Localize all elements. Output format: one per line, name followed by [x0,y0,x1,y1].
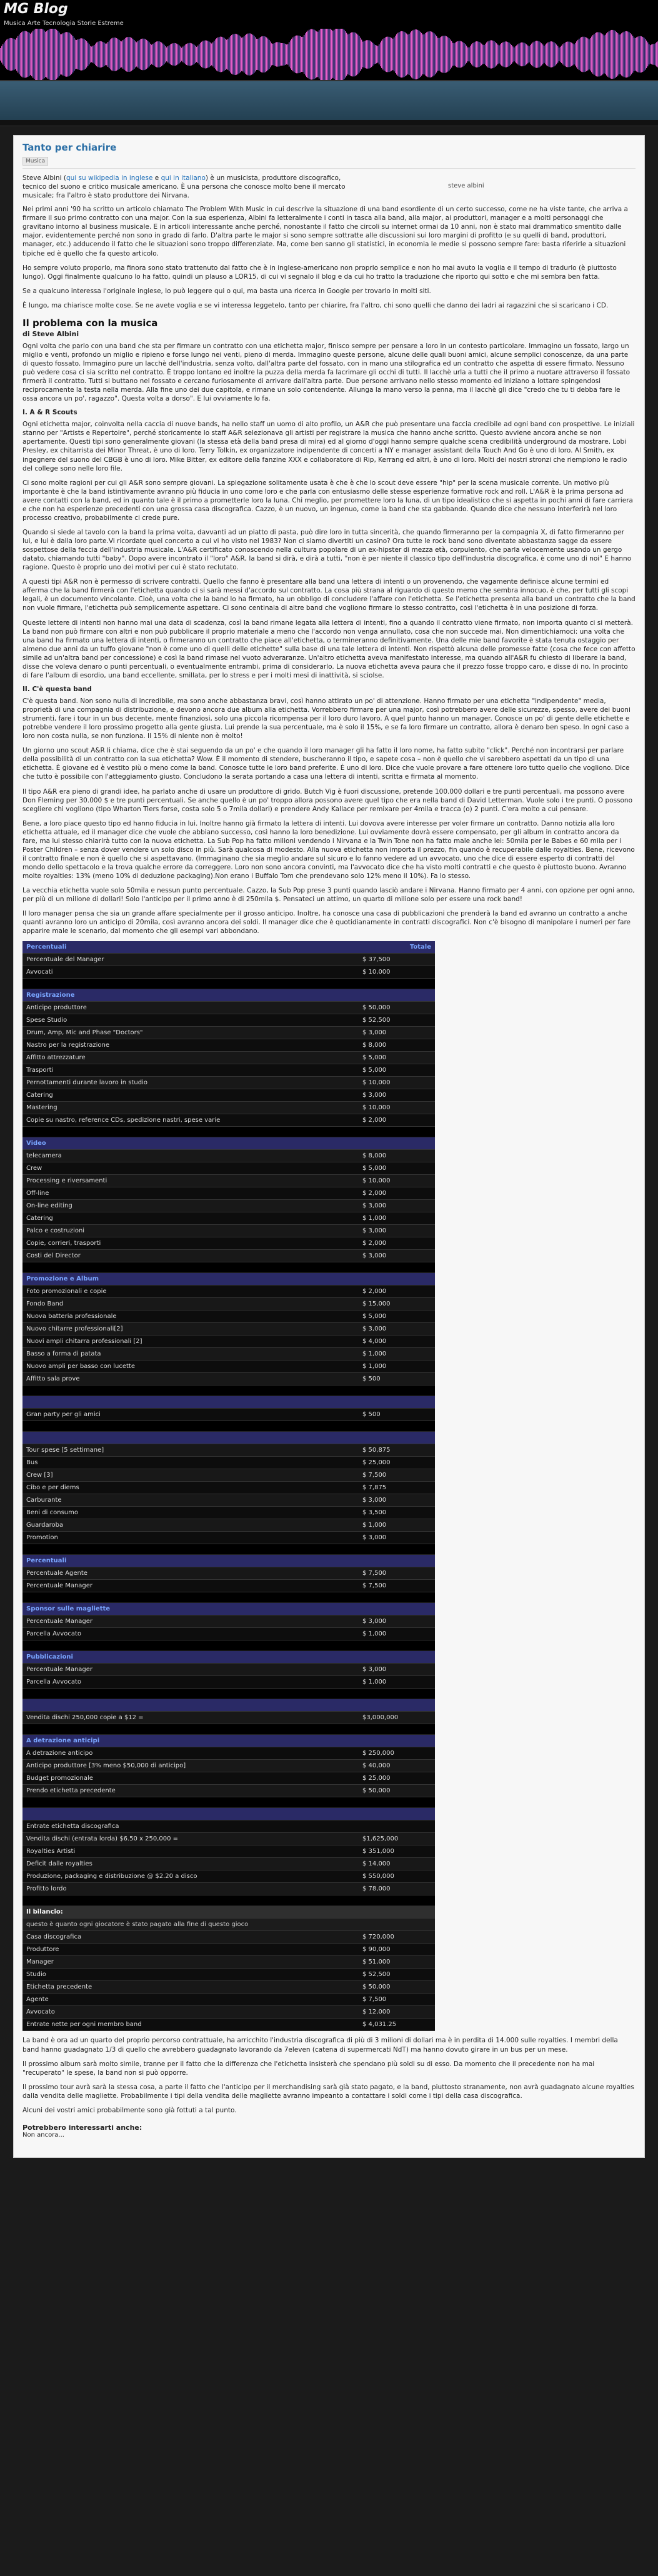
table-row [22,1760,435,1772]
row-label: Royalties Artisti [22,1845,359,1858]
group-header-label: Percentuali [22,1555,359,1567]
table-row [22,1212,435,1225]
row-label: Vendita dischi 250,000 copie a $12 = [22,1712,359,1724]
table-group-header [22,1137,435,1150]
table-row [22,1114,435,1127]
intro-text-2: e [152,174,161,182]
table-spacer-row [22,1797,435,1808]
paragraph-2: Nei primi anni '90 ha scritto un articolo chiamato The Problem With Music in cui descrive la situazione di una band esordiente di un certo successo, come ne ha viste tante, che arriva a firmare il suo primo contratto con una major. Con la sua esperienza, Albini fa letteralmente i conti in tasca alla band, alla major, ai produttori, manager e a molti personaggi che gravitano intorno al business musicale. E in articoli interessante anche perché, nonostante il fatto che circoli su internet ormai da 10 anni, non è stato mai drammatico smentito dalle major, evidentemente perché non sono in grado di farlo. D'altra parte le major si sono sempre sottratte alle discussioni sui loro margini di profitto (e su quelli di band, produttori, manager, etc.) adducendo il fatto che le situazioni sono troppo differenziate. Ma, come ben sanno gli statistici, in economia le medie si possono sempre fare: basta riferirle a situazioni tipiche ed è quello che fa questo articolo. [22,206,628,257]
group-header-label [22,1432,359,1444]
row-label: Percentuale Manager [22,1580,359,1592]
table-row [22,1944,435,1956]
bilancio-note-row [22,1919,435,1931]
row-value: $ 10,000 [359,966,435,979]
row-value: $ 90,000 [359,1944,435,1956]
group-header-value [359,1651,435,1664]
group-header-label [22,1699,359,1712]
row-value: $ 3,500 [359,1507,435,1519]
article-paragraph-7: C'è questa band. Non sono nulla di incredibile, ma sono anche abbastanza bravi, così hanno attirato un po' di attenzione. Hanno firmato per una etichetta "indipendente" media, proprietà di una compagnia di distribuzione, e devono ancora due album alla etichetta. Vorrebbero firmare per una major, così potrebbero avere delle sicurezze, spesso, avere dei buoni strumenti, fare i tour in un bus decente, mente finanziosi, solo una piccola ricompensa per il loro duro lavoro. A quel punto hanno un manager. Conosce un po' di gente delle etichette e potrebbe vendere il loro prossimo progetto alla gente giusta. Lui prende la sua percentuale, ma è solo il 15%, e se fa loro firmare un contratto, allora è denaro ben speso. In ogni caso a loro non costa nulla, se non funziona. Il 15% di niente non è molto! [22,697,631,741]
row-value: $ 351,000 [359,1845,435,1858]
table-row [22,1286,435,1298]
after-table-paragraph-1: La band è ora ad un quarto del proprio percorso contrattuale, ha arricchito l'industria discografica di più di 3 milioni di dollari ma è in perdita di 14.000 sulle royalties. I membri della band hanno guadagnato 1/3 di quello che avrebbero guadagnato lavorando da 7eleven (catena di supermercati NdT) ma hanno dovuto girare in un bus per un mese. [22,2037,618,2054]
tag-musica[interactable]: Musica [22,157,48,166]
group-header-value [359,1699,435,1712]
blog-tagline: Musica Arte Tecnologia Storie Estreme [4,20,124,27]
row-label: Basso a forma di patata [22,1348,359,1360]
bilancio-header-row [22,1906,435,1919]
row-value: $ 10,000 [359,1175,435,1187]
row-label: Percentuale Manager [22,1664,359,1676]
group-header-label: Sponsor sulle magliette [22,1603,359,1615]
table-row [22,1615,435,1628]
row-label: Nuova batteria professionale [22,1310,359,1323]
article-paragraph-5: A questi tipi A&R non è permesso di scrivere contratti. Quello che fanno è presentare alla band una lettera di intenti o un provenendo, che vagamente definisce alcune termini ed afferma che la band firmerà con l'etichetta quando ci si sarà messi d'accordo sul contratto. La cosa più strana al riguardo di questo memo che sembra innocuo, è che, per tutti gli scopi legali, è un documento vincolante. Cioè, una volta che la band lo ha firmato, ha un obbligo di concludere l'affare con l'etichetta. Se l'etichetta presenta alla band un contratto che la band non vuole firmare, l'etichetta può semplicemente aspettare. Ci sono centinaia di altre band che vogliono firmare lo stesso contratto, così l'etichetta è in una posizione di forza. [22,578,636,612]
table-row [22,1772,435,1785]
table-row [22,1348,435,1360]
row-label: Nastro per la registrazione [22,1039,359,1052]
row-label: Catering [22,1089,359,1102]
after-table-paragraph-2: Il prossimo album sarà molto simile, tranne per il fatto che la differenza che l'etichetta insisterà che spendano più soldi su di esso. Da momento che il precedente non ha mai "recuperato" le spese, la band non si può opporre. [22,2060,595,2077]
table-row [22,1845,435,1858]
row-value: $ 7,500 [359,1567,435,1580]
table-row [22,1494,435,1507]
row-label: Anticipo produttore [3% meno $50,000 di anticipo] [22,1760,359,1772]
table-row [22,1469,435,1482]
related-posts-heading: Potrebbero interessarti anche: [22,2123,142,2132]
related-posts-text: Non ancora... [22,2131,64,2139]
table-row [22,1323,435,1335]
row-label: Parcella Avvocato [22,1628,359,1640]
intro-text-3: ) è un musicista, produttore discografico, tecnico del suono e critico musicale americano. È una persona che conosce molto bene il mercato musicale; fra l'altro è stato produttore dei Nirvana. [22,174,346,200]
row-value: $ 15,000 [359,1298,435,1310]
table-group-header [22,1808,435,1820]
group-header-value [359,989,435,1002]
group-header-value [359,1603,435,1615]
article-paragraph-3: Ci sono molte ragioni per cui gli A&R sono sempre giovani. La spiegazione solitamente usata è che è che lo scout deve essere "hip" per la scena musicale corrente. Un motivo più importante è che la band istintivamente avranno più fiducia in uno come loro e che parla con entusiasmo delle stesse esperienze formative rock and roll. L'A&R è la prima persona ad avere contatti con la band, ed in quanto tale è il primo a prometterle loro la luna. Chi meglio, per promettere loro la luna, di un tipo idealistico che si aspetta in pochi anni di fare carriera e che non ha esperienze precedenti con una grossa casa discografica. Cazzo, è un nuovo, un ingenuo, come la band che sta gabbando. Quando dice che nessuno interferirà nel loro processo creativo, probabilmente ci crede pure. [22,479,633,522]
table-spacer-row [22,1127,435,1137]
table-group-header [22,1273,435,1286]
row-value: $ 3,000 [359,1200,435,1212]
row-value: $ 500 [359,1409,435,1421]
row-value: $ 25,000 [359,1772,435,1785]
article-title: Il problema con la musica [22,317,158,329]
article-paragraph-1: Ogni volta che parlo con una band che sta per firmare un contratto con una etichetta major, finisco sempre per pensare a loro in un contesto particolare. Immagino un fossato, largo un miglio e venti, profondo un miglio e ripieno e forse lungo nei venti, pieno di merda. Immagino queste persone, alcune delle quali buoni amici, alcune semplici conoscenze, da una parte di questo fossato. Immagino pure un lacchè dell'industria, senza volto, dall'altra parte del fossato, con in mano una stilografica ed un contratto che aspetta di essere firmato. Nessuno può vedere cosa ci sia scritto nel contratto. È troppo lontano ed inoltre la puzza della merda fa lacrimare gli occhi di tutti. Il lacchè urla a tutti che il primo a nuotare attraverso il fossato firmerà il contratto. Tutti si buttano nel fossato e cercano furiosamente di arrivare dall'altra parte. Due persone arrivano nello stesso momento ed iniziano a lottare spingendosi reciprocamente la testa nella merda. Alla fine uno dei due capitola, e rimane un solo contendente. Allunga la mano verso la penna, ma il lacchè gli dice "credo che tu ti debba fare le ossa ancora un po', ragazzo". Questa volta a dorso". E lui ovviamente lo fa. [22,342,631,403]
table-row [22,2019,435,2031]
table-spacer-row [22,1262,435,1273]
row-value [359,1820,435,1833]
table-group-header [22,1735,435,1747]
table-row [22,1089,435,1102]
group-header-value [359,1432,435,1444]
table-row [22,1237,435,1250]
row-value: $ 51,000 [359,1956,435,1969]
group-header-value [359,1273,435,1286]
row-value: $ 7,500 [359,1994,435,2006]
row-label: Copie su nastro, reference CDs, spedizione nastri, spese varie [22,1114,359,1127]
article-paragraph-9: Il tipo A&R era pieno di grandi idee, ha parlato anche di usare un produttore di grido. Butch Vig è fuori discussione, pretende 100.000 dollari e tre punti percentuali, ma possono avere Don Fleming per 30.000 $ e tre punti percentuali. Se anche quello è un po' troppo allora possono avere quel tipo che era nella band di David Letterman. Vuole solo i tre punti. O possono scegliere chi vogliono (tipo Wharton Tiers forse, costa solo 5 o 7mila dollari) e prendere Andy Kallace per remixare per 4mila e tracca (o) 2 punti. C'era molto a cui pensare. [22,787,633,813]
table-row [22,1102,435,1114]
table-row [22,1457,435,1469]
row-value: $ 8,000 [359,1039,435,1052]
row-label: On-line editing [22,1200,359,1212]
row-label: Entrate etichetta discografica [22,1820,359,1833]
row-label: Deficit dalle royalties [22,1858,359,1870]
table-row [22,1628,435,1640]
row-label: Affitto sala prove [22,1373,359,1385]
row-value: $ 7,875 [359,1482,435,1494]
row-value: $ 1,000 [359,1360,435,1373]
article-byline: di Steve Albini [22,329,79,338]
table-row [22,1064,435,1077]
table-row [22,1200,435,1212]
row-value: $ 10,000 [359,1102,435,1114]
table-row [22,1507,435,1519]
row-value: $ 52,500 [359,1014,435,1027]
row-label: Promotion [22,1532,359,1544]
intro-paragraph [22,174,347,200]
section-heading-band: II. C'è questa band [22,685,92,693]
blog-title-link[interactable]: MG Blog [4,1,68,17]
row-value: $ 12,000 [359,2006,435,2019]
table-row [22,1931,435,1944]
table-row [22,1444,435,1457]
table-group-header [22,1651,435,1664]
row-label: Off-line [22,1187,359,1200]
table-group-header [22,1603,435,1615]
post-tags [22,157,636,169]
row-value: $ 4,031.25 [359,2019,435,2031]
row-label: Manager [22,1956,359,1969]
row-value: $ 78,000 [359,1883,435,1895]
row-label: Percentuale Manager [22,1615,359,1628]
row-value: $ 37,500 [359,954,435,966]
row-label: Spese Studio [22,1014,359,1027]
row-label: Crew [3] [22,1469,359,1482]
table-row [22,1482,435,1494]
row-label: A detrazione anticipo [22,1747,359,1760]
row-label: Percentuale del Manager [22,954,359,966]
row-label: Palco e costruzioni [22,1225,359,1237]
row-value: $ 1,000 [359,1676,435,1689]
table-row [22,1858,435,1870]
group-header-label: Video [22,1137,359,1150]
row-value: $ 2,000 [359,1187,435,1200]
row-label: Nuovi ampli chitarra professionali [2] [22,1335,359,1348]
table-row [22,1150,435,1162]
row-value: $3,000,000 [359,1712,435,1724]
paragraph-3: Ho sempre voluto proporlo, ma finora sono stato trattenuto dal fatto che è in inglese-americano non proprio semplice e non ho mai avuto la voglia e il tempo di tradurlo (è piuttosto lungo). Oggi finalmente qualcuno lo ha fatto, quindi un plauso a LOR15, di cui vi segnalo il blog e da cui ho tratto la traduzione che riporto qui sotto e che mi sembra ben fatta. [22,264,617,281]
table-row [22,1052,435,1064]
row-label: Anticipo produttore [22,1002,359,1014]
row-label: Bus [22,1457,359,1469]
table-spacer-row [22,1592,435,1603]
row-label: Profitto lordo [22,1883,359,1895]
row-label: Tour spese [5 settimane] [22,1444,359,1457]
row-label: Processing e riversamenti [22,1175,359,1187]
row-value: $ 250,000 [359,1747,435,1760]
table-group-header [22,1432,435,1444]
group-header-value [359,1555,435,1567]
row-value: $ 2,000 [359,1286,435,1298]
table-row [22,1373,435,1385]
table-row [22,1409,435,1421]
bilancio-label: Il bilancio: [22,1906,435,1919]
article-paragraph-8: Un giorno uno scout A&R li chiama, dice che è stai seguendo da un po' e che quando il loro manager gli ha fatto il loro nome, ha fatto subito "click". Perché non incontrarsi per parlare della possibilità di un contratto con la sua etichetta? Wow. È il momento di stendere, buscheranno il tipo, e sapete cosa – non è quello che vi sarebbero aspettati da un tipo di una etichetta. È giovane ed è vestito più o meno come la band. Conosce tutte le loro band preferite. È uno di loro. Dice che vuole provare a fare ottenere loro tutto quello che vogliono. Dice che tutto è possibile con l'atteggiamento giusto. Concludono la serata portando a casa una lettera di intenti, scritta e firmata al momento. [22,747,630,781]
row-label: Copie, corrieri, trasporti [22,1237,359,1250]
table-row [22,1039,435,1052]
table-spacer-row [22,979,435,989]
table-row [22,1676,435,1689]
group-header-label: A detrazione anticipi [22,1735,359,1747]
table-row [22,1956,435,1969]
row-value: $ 3,000 [359,1027,435,1039]
row-value: $ 10,000 [359,1077,435,1089]
waveform-banner-image [0,29,658,80]
row-value: $ 40,000 [359,1760,435,1772]
table-spacer-row [22,1385,435,1396]
table-row [22,1002,435,1014]
table-row [22,1981,435,1994]
header-blue-band [0,81,658,121]
group-header-value [359,1137,435,1150]
row-label: Produzione, packaging e distribuzione @ $2.20 a disco [22,1870,359,1883]
row-value: $ 500 [359,1373,435,1385]
photo-caption: steve albini [448,182,484,189]
table-spacer-row [22,1544,435,1555]
table-row [22,1162,435,1175]
row-value: $ 3,000 [359,1089,435,1102]
group-header-label [22,1808,359,1820]
row-value: $ 3,000 [359,1323,435,1335]
table-row [22,1335,435,1348]
bilancio-note: questo è quanto ogni giocatore è stato pagato alla fine di questo gioco [22,1919,435,1931]
table-row [22,1519,435,1532]
row-label: Budget promozionale [22,1772,359,1785]
row-value: $1,625,000 [359,1833,435,1845]
row-value: $ 3,000 [359,1532,435,1544]
row-label: Beni di consumo [22,1507,359,1519]
row-label: Cibo e per diems [22,1482,359,1494]
row-value: $ 50,000 [359,1981,435,1994]
table-row [22,966,435,979]
table-row [22,1027,435,1039]
row-label: Percentuale Agente [22,1567,359,1580]
table-row [22,1870,435,1883]
table-row [22,1360,435,1373]
article-paragraph-6: Queste lettere di intenti non hanno mai una data di scadenza, così la band rimane legata alla lettera di intenti, fino a quando il contratto viene firmato, non importa quanto ci si metterà. La band non può firmare con altri e non può pubblicare il proprio materiale a meno che l'accordo non venga annullato, cosa che non succede mai. Non dimentichiamoci: una volta che una band ha firmato una lettera di intenti, o firmeranno un contratto che piace all'etichetta, o termineranno definitivamente. Una delle mie band favorite è stata tenuta ostaggio per almeno due anni da un tuffo giovane "non è come uno di quelli delle etichette" sulla base di una tale lettera di intenti. Non rispettò alcuna delle promesse fatte (cosa che fece con affetto simile ad un'altra band per concessione) e così la band rimase nel vuoto adveraranze. Un'altro etichetta aveva manifestato interesse, ma quando all'A&R fu chiesto di liberare la band, disse che voleva denaro o punti percentuali, o eventualmente entrambi, prima di considerarlo. La nuova etichetta aveva paura che il prezzo fosse troppo caro, e disse di no. In procinto di fare l'album di esordio, una band eccellente, smillata, per lo stress e per i molti mesi di inattività, si sciolse. [22,619,636,679]
row-label: Nuovo ampli per basso con lucette [22,1360,359,1373]
row-value: $ 7,500 [359,1469,435,1482]
row-label: Trasporti [22,1064,359,1077]
row-label: Pernottamenti durante lavoro in studio [22,1077,359,1089]
intro-text-1: Steve Albini ( [22,174,66,182]
row-value: $ 4,000 [359,1335,435,1348]
row-value: $ 3,000 [359,1494,435,1507]
row-label: Guardaroba [22,1519,359,1532]
row-value: $ 7,500 [359,1580,435,1592]
table-spacer-row [22,1640,435,1651]
blog-header [0,0,658,81]
article-paragraph-12: Il loro manager pensa che sia un grande affare specialmente per il grosso anticipo. Inoltre, ha conosce una casa di pubblicazioni che prenderà la band ed avranno un contratto a anche quanti avranno loro un anticipo di 20mila, così avranno ancora dei soldi. Il manager dice che è quotidianamente in contratti discografici. Non c'è bisogno di manipolare i numeri per fare apparire male le scenario, dal momento che gli esempi vari abbondano. [22,910,631,936]
row-label: telecamera [22,1150,359,1162]
row-value: $ 5,000 [359,1064,435,1077]
table-row [22,1567,435,1580]
table-row [22,1580,435,1592]
table-group-header [22,1699,435,1712]
row-label: Foto promozionali e copie [22,1286,359,1298]
row-label: Casa discografica [22,1931,359,1944]
group-header-label: Pubblicazioni [22,1651,359,1664]
wikipedia-en-link[interactable]: qui su wikipedia in inglese [66,174,153,182]
post-title[interactable]: Tanto per chiarire [22,142,117,153]
table-row [22,1187,435,1200]
table-row [22,2006,435,2019]
row-label: Parcella Avvocato [22,1676,359,1689]
row-value: $ 50,000 [359,1785,435,1797]
row-label: Costi del Director [22,1250,359,1262]
article-paragraph-2: Ogni etichetta major, coinvolta nella caccia di nuove bands, ha nello staff un uomo di alto profilo, un A&R che può presentare una faccia credibile ad ogni band con prospettive. Le iniziali stanno per "Artists e Repertoire", perché storicamente lo staff A&R selezionava gli artisti per registrare la musica che hanno anche scritto. Questo avviene ancora anche se non apertamente. Questi tipi sono generalmente giovani (la stessa età della band presa di mira) ed al giorno d'oggi hanno sempre qualche scena credibilità underground da mostrare. Lobi Presley, ex chitarrista dei Minor Threat, è uno di loro. Terry Tolkin, ex organizzatore indipendente di concerti a NY e manager assistant della Touch And Go è uno di loro. Al Smith, ex ingegnere del suono del CBGB è uno di loro. Mike Bitter, ex editore della fanzine XXX e collaboratore di Rip, Kerrang ed altri, è uno di loro. Molti dei nostri stronzi che riempiono le radio del college sono nelle loro file. [22,421,635,472]
post-container [13,135,645,2158]
row-label: Studio [22,1969,359,1981]
row-label: Vendita dischi (entrata lorda) $6.50 x 250,000 = [22,1833,359,1845]
table-row [22,1712,435,1724]
row-label: Carburante [22,1494,359,1507]
group-header-label [22,1396,359,1409]
row-value: $ 8,000 [359,1150,435,1162]
paragraph-5: È lungo, ma chiarisce molte cose. Se ne avete voglia e se vi interessa leggetelo, tanto per chiarire, fra l'altro, chi sono quelli che danno dei ladri ai ragazzini che si scaricano i CD. [22,301,609,309]
row-label: Mastering [22,1102,359,1114]
row-value: $ 3,000 [359,1615,435,1628]
table-group-header [22,1396,435,1409]
row-label: Avvocati [22,966,359,979]
table-row [22,1833,435,1845]
wikipedia-it-link[interactable]: qui in italiano [161,174,206,182]
row-label: Entrate nette per ogni membro band [22,2019,359,2031]
table-row [22,1532,435,1544]
row-value: $ 5,000 [359,1310,435,1323]
row-value: $ 5,000 [359,1162,435,1175]
table-row [22,1077,435,1089]
row-label: Nuovo chitarre professionali[2] [22,1323,359,1335]
table-row [22,1014,435,1027]
row-value: $ 14,000 [359,1858,435,1870]
table-row [22,1994,435,2006]
row-value: $ 3,000 [359,1664,435,1676]
row-value: $ 1,000 [359,1628,435,1640]
row-label: Affitto attrezzature [22,1052,359,1064]
table-spacer-row [22,1895,435,1906]
after-table-paragraph-3: Il prossimo tour avrà sarà la stessa cosa, a parte il fatto che l'anticipo per il merchandising sarà già stato pagato, e la band, piuttosto stranamente, non avrà guadagnato alcune royalties dalla vendita delle magliette. Probabilmente i tipi della vendita delle magliette avranno impeanto a contattare i soldi come i tipi della casa discografica. [22,2083,634,2100]
table-row [22,1969,435,1981]
row-label: Produttore [22,1944,359,1956]
table-row [22,1883,435,1895]
row-label: Avvocato [22,2006,359,2019]
row-label: Drum, Amp, Mic and Phase "Doctors" [22,1027,359,1039]
row-label: Agente [22,1994,359,2006]
group-header-label: Percentuali [22,941,359,954]
table-row [22,1785,435,1797]
row-label: Etichetta precedente [22,1981,359,1994]
group-header-label: Registrazione [22,989,359,1002]
row-value: $ 1,000 [359,1212,435,1225]
article-paragraph-4: Quando si siede al tavolo con la band la prima volta, davvanti ad un piatto di pasta, può dire loro in tutta sincerità, che quando firmeranno per la compagnia X, di fatto firmeranno per lui, e lui è dalla loro parte.Vi ricordate quel concerto a cui vi ho visto nel 1983? Non ci siamo divertiti un casino? Ora tutte le rock band sono diventate abbastanza sagge da essere sospettose della feccia dell'industria musicale. L'A&R certificato conoscendo nella cultura popolare di un ex-hipster di mezza età, corpulento, che parla velocemente usando un gergo datato, chiamando tutti "baby". Dopo avere incontrato il "loro" A&R, la band si dirà, e dirà a tutti, "non è per niente il classico tipo dell'industria discografica, è come uno di noi" E hanno ragione. Questo è proprio uno dei motivi per cui è stato reclutato. [22,528,632,572]
table-spacer-row [22,1421,435,1432]
table-row [22,1175,435,1187]
table-group-header [22,989,435,1002]
row-label: Fondo Band [22,1298,359,1310]
row-value: $ 550,000 [359,1870,435,1883]
group-header-value: Totale [359,941,435,954]
table-row [22,1298,435,1310]
row-value: $ 2,000 [359,1114,435,1127]
table-group-header [22,941,435,954]
row-value: $ 50,875 [359,1444,435,1457]
row-label: Catering [22,1212,359,1225]
group-header-value [359,1735,435,1747]
table-row [22,1250,435,1262]
nav-strip [0,121,658,126]
row-value: $ 3,000 [359,1250,435,1262]
table-spacer-row [22,1724,435,1735]
table-row [22,1747,435,1760]
row-value: $ 720,000 [359,1931,435,1944]
row-label: Gran party per gli amici [22,1409,359,1421]
section-heading-ar-scouts: I. A & R Scouts [22,409,77,417]
row-value: $ 5,000 [359,1052,435,1064]
group-header-value [359,1808,435,1820]
group-header-label: Promozione e Album [22,1273,359,1286]
row-value: $ 3,000 [359,1225,435,1237]
row-value: $ 25,000 [359,1457,435,1469]
table-row [22,1664,435,1676]
row-value: $ 52,500 [359,1969,435,1981]
row-value: $ 1,000 [359,1348,435,1360]
table-spacer-row [22,1689,435,1699]
table-group-header [22,1555,435,1567]
article-paragraph-10: Bene, a loro piace questo tipo ed hanno fiducia in lui. Inoltre hanno già firmato la lettera di intenti. Lui dovova avere interesse per voler firmare un contratto. Danno notizia alla loro etichetta attuale, ed il manager dice che vuole che abbiano successo, così hanno la loro benedizione. Lui ovviamente dovrà essere compensato, per gli album in contratto ancora da fare, ma lui stesso chiarirà tutto con la nuova etichetta. La Sub Pop ha fatto milioni vendendo i Nirvana e la Twin Tone non ha fatto male anche lei: 50mila per le Babes e 60 mila per i Poster Children – senza dover vendere un solo disco in più. Sarà qualcosa di modesto. Alla nuova etichetta non importa il prezzo, fin quando è recuperabile dalle royalties. Bene, ricevono il contratto finale e non è quello che si aspettavano. (Immaginano che sia meglio andare sul sicuro e lo fanno vedere ad un avvocato, uno che dice di essere esperto di contratti del mondo dello spettacolo e la trova qualche errore da correggere. Loro non sono ancora convinti, ma l'avvocato dice che ha visto molti contratti e che questo è piuttosto buono. Avranno molte royalties: 13% (meno 10% di deduzione packaging).Non erano i Buffalo Tom che prendevano solo 12% meno il 10%). Fa lo stesso. [22,819,635,881]
row-value: $ 50,000 [359,1002,435,1014]
budget-table [22,941,435,2031]
group-header-value [359,1396,435,1409]
row-label: Crew [22,1162,359,1175]
article-paragraph-11: La vecchia etichetta vuole solo 50mila e nessun punto percentuale. Cazzo, la Sub Pop prese 3 punti quando lasciò andare i Nirvana. Hanno firmato per 4 anni, con opzione per ogni anno, per più di un milione di dollari! Solo l'anticipo per il primo anno è di 250mila $. Pensateci un attimo, un quarto di milione solo per essere una rock band! [22,887,635,904]
table-row [22,1820,435,1833]
row-label: Prendo etichetta precedente [22,1785,359,1797]
table-row [22,954,435,966]
row-value: $ 2,000 [359,1237,435,1250]
row-value: $ 1,000 [359,1519,435,1532]
table-row [22,1310,435,1323]
table-row [22,1225,435,1237]
after-table-paragraph-4: Alcuni dei vostri amici probabilmente sono già fottuti a tal punto. [22,2106,237,2114]
paragraph-4: Se a qualcuno interessa l'originale inglese, lo può leggere qui o qui, ma basta una ricerca in Google per trovarlo in molti siti. [22,287,431,295]
